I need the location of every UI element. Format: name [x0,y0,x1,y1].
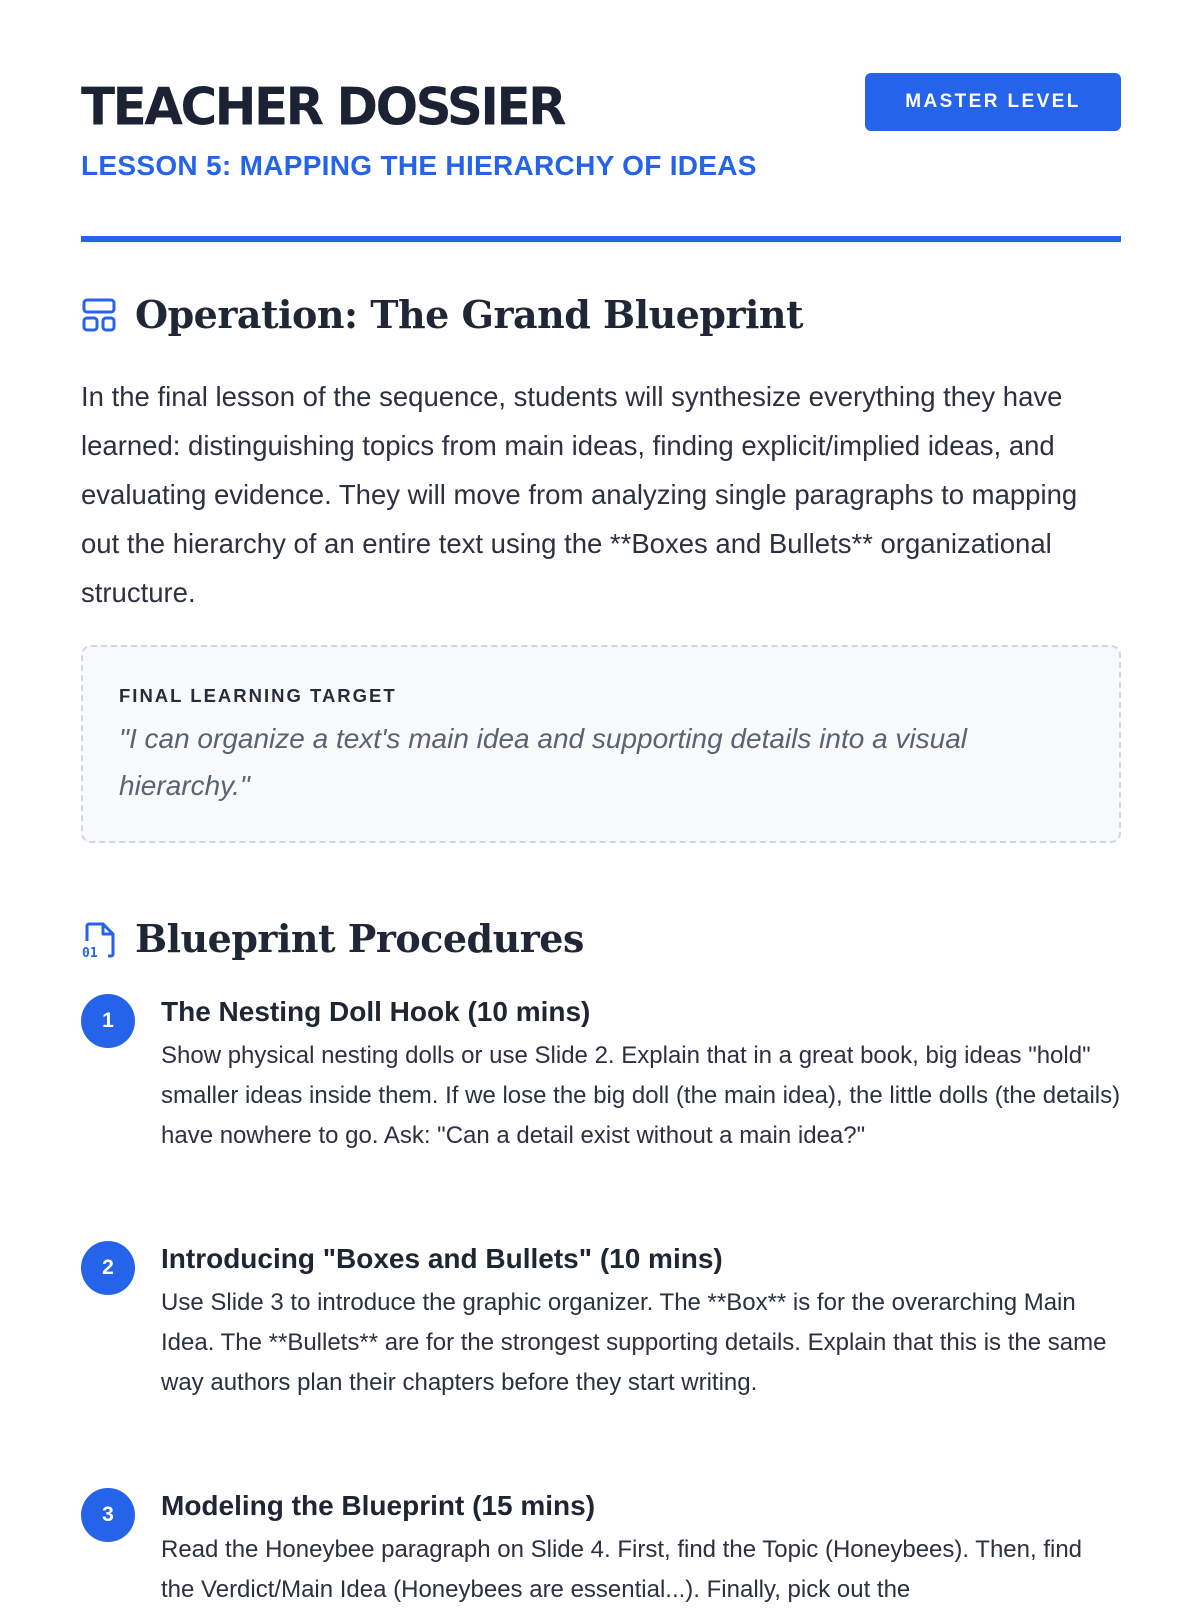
learning-target-label: FINAL LEARNING TARGET [119,685,397,706]
section-heading-blueprint [81,292,803,337]
step-number: 1 [81,994,135,1048]
level-badge[interactable]: MASTER LEVEL [865,73,1121,131]
step-title: Introducing "Boxes and Bullets" (10 mins) [161,1243,723,1274]
file-number-icon [81,921,117,957]
section-title: Blueprint Procedures [135,916,584,961]
svg-text:01: 01 [82,945,98,959]
header-divider [81,236,1121,242]
step-body: Use Slide 3 to introduce the graphic organizer. The **Box** is for the overarching Main Idea. The **Bullets** are for the strongest supporting details. Explain that this is the same way authors plan their chapters before they start writing. [161,1289,1107,1396]
step-body: Show physical nesting dolls or use Slide 2. Explain that in a great book, big ideas "hold" smaller ideas inside them. If we lose the big doll (the main idea), the little dolls (the details) have nowhere to go. Ask: "Can a detail exist without a main idea?" [161,1042,1121,1149]
step-title: The Nesting Doll Hook (10 mins) [161,996,591,1027]
learning-target-box [81,645,1121,843]
step-title: Modeling the Blueprint (15 mins) [161,1490,596,1521]
learning-target-quote: "I can organize a text's main idea and supporting details into a visual hierarchy." [119,723,968,801]
step-number: 2 [81,1241,135,1295]
step-number: 3 [81,1488,135,1542]
lesson-subtitle: LESSON 5: MAPPING THE HIERARCHY OF IDEAS [81,150,757,181]
section-heading-procedures [81,916,584,961]
layout-icon [81,297,117,333]
section-title: Operation: The Grand Blueprint [135,292,804,337]
step-body: Read the Honeybee paragraph on Slide 4. First, find the Topic (Honeybees). Then, find the Verdict/Main Idea (Honeybees are essential...). Finally, pick out the [161,1536,1083,1603]
page-title: TEACHER DOSSIER [81,76,565,138]
intro-paragraph: In the final lesson of the sequence, students will synthesize everything they have learned: distinguishing topics from main ideas, finding explicit/implied ideas, and evaluating evidence. They will move from analyzing single paragraphs to mapping out the hierarchy of an entire text using the **Boxes and Bullets** organizational structure. [81,381,1078,608]
